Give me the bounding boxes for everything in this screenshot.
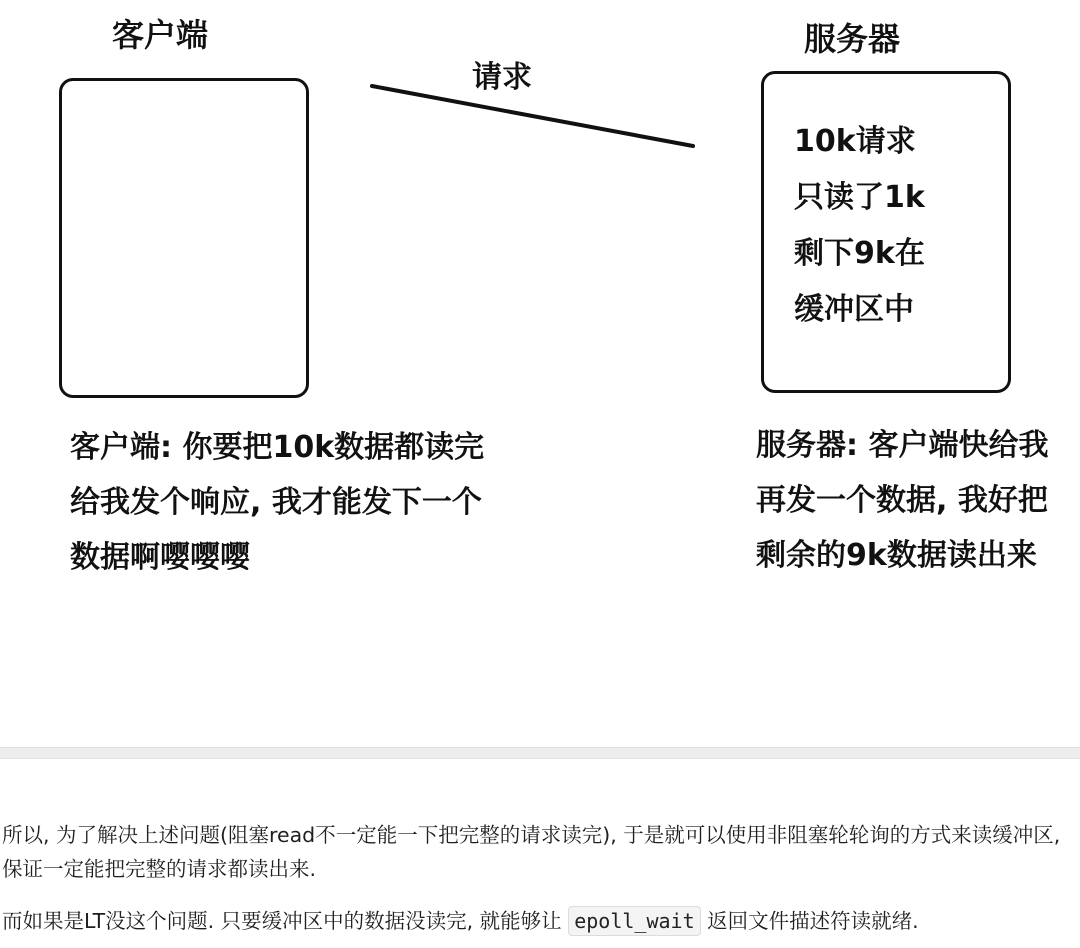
paragraph-text: 返回文件描述符读就绪. — [700, 909, 919, 933]
client-note — [70, 420, 484, 585]
server-box-line: 10k请求 — [794, 124, 916, 159]
article-paragraph — [2, 904, 1078, 938]
image-bottom-divider — [0, 747, 1080, 759]
server-box-line: 只读了1k — [794, 180, 925, 215]
inline-code: epoll_wait — [568, 906, 700, 936]
server-note — [756, 418, 1048, 583]
request-label: 请求 — [472, 60, 532, 95]
server-box-line: 剩下9k在 — [794, 236, 925, 271]
server-title: 服务器 — [804, 20, 901, 58]
server-note-line: 服务器: 客户端快给我 — [756, 428, 1049, 463]
article-paragraph: 所以, 为了解决上述问题(阻塞read不一定能一下把完整的请求读完), 于是就可以使用非阻塞轮轮询的方式来读缓冲区, 保证一定能把完整的请求都读出来. — [2, 823, 1061, 881]
server-note-line: 再发一个数据, 我好把 — [756, 483, 1048, 518]
client-note-line: 给我发个响应, 我才能发下一个 — [70, 485, 482, 520]
paragraph-text: 而如果是LT没这个问题. 只要缓冲区中的数据没读完, 就能够让 — [2, 909, 569, 933]
client-title: 客户端 — [112, 16, 209, 54]
server-box-line: 缓冲区中 — [794, 292, 914, 327]
server-note-line: 剩余的9k数据读出来 — [756, 538, 1037, 573]
server-box — [761, 71, 1011, 393]
client-note-line: 客户端: 你要把10k数据都读完 — [70, 430, 485, 465]
client-note-line: 数据啊嘤嘤嘤 — [70, 540, 250, 575]
